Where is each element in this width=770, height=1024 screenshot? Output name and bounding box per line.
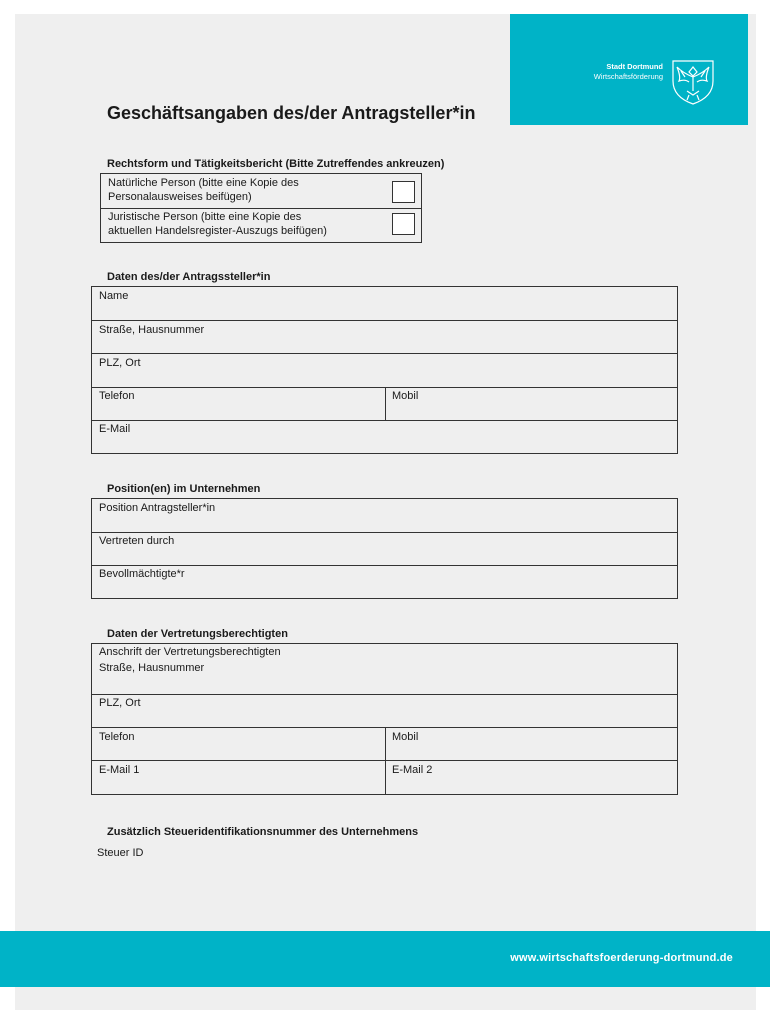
legal-person-label xyxy=(101,210,327,238)
footer-band xyxy=(0,931,770,987)
legal-form-table xyxy=(100,173,422,243)
phone-field[interactable]: Telefon xyxy=(99,390,135,402)
footer-url-link[interactable]: www.wirtschaftsfoerderung-dortmund.de xyxy=(510,952,733,964)
representative-phone-field[interactable]: Telefon xyxy=(99,731,135,743)
representative-email1-field[interactable]: E-Mail 1 xyxy=(99,764,140,776)
row-divider xyxy=(92,565,677,566)
row-divider xyxy=(92,694,677,695)
street-field[interactable]: Straße, Hausnummer xyxy=(99,324,205,336)
brand-subtitle: Wirtschaftsförderung xyxy=(593,72,663,81)
positions-heading: Position(en) im Unternehmen xyxy=(107,483,261,495)
brand-text xyxy=(594,62,663,82)
representative-city-field[interactable]: PLZ, Ort xyxy=(99,697,141,709)
representative-address-label: Anschrift der Vertretungsberechtigten xyxy=(99,646,281,658)
position-field[interactable]: Position Antragsteller*in xyxy=(99,502,216,514)
page-title: Geschäftsangaben des/der Antragsteller*in xyxy=(107,103,476,123)
natural-person-line1: Natürliche Person (bitte eine Kopie des xyxy=(108,177,299,189)
applicant-heading: Daten des/der Antragssteller*in xyxy=(107,271,271,283)
positions-table xyxy=(91,498,678,599)
row-divider xyxy=(92,420,677,421)
mobile-field[interactable]: Mobil xyxy=(392,390,419,402)
form-page xyxy=(15,14,756,1010)
row-divider xyxy=(92,320,677,321)
representative-mobile-field[interactable]: Mobil xyxy=(392,731,419,743)
legal-person-line2: aktuellen Handelsregister-Auszugs beifügen) xyxy=(108,225,327,237)
row-divider xyxy=(92,353,677,354)
email-field[interactable]: E-Mail xyxy=(99,423,131,435)
tax-heading: Zusätzlich Steueridentifikationsnummer des Unternehmens xyxy=(107,826,419,838)
authorized-field[interactable]: Bevollmächtigte*r xyxy=(99,568,185,580)
brand-header xyxy=(510,14,748,125)
eagle-crest-icon xyxy=(667,55,719,107)
brand-name: Stadt Dortmund xyxy=(606,62,663,71)
row-divider xyxy=(92,760,677,761)
representative-street-field[interactable]: Straße, Hausnummer xyxy=(99,662,205,674)
legal-form-heading: Rechtsform und Tätigkeitsbericht (Bitte Zutreffendes ankreuzen) xyxy=(107,158,445,170)
natural-person-label xyxy=(101,176,299,204)
representatives-heading: Daten der Vertretungsberechtigten xyxy=(107,628,288,640)
name-field[interactable]: Name xyxy=(99,290,129,302)
city-field[interactable]: PLZ, Ort xyxy=(99,357,141,369)
tax-id-field[interactable]: Steuer ID xyxy=(97,847,144,859)
row-divider xyxy=(92,532,677,533)
row-divider xyxy=(101,208,421,209)
legal-person-checkbox[interactable] xyxy=(392,213,415,235)
applicant-table xyxy=(91,286,678,454)
representatives-table xyxy=(91,643,678,795)
represented-by-field[interactable]: Vertreten durch xyxy=(99,535,175,547)
representative-email2-field[interactable]: E-Mail 2 xyxy=(392,764,433,776)
natural-person-checkbox[interactable] xyxy=(392,181,415,203)
natural-person-line2: Personalausweises beifügen) xyxy=(108,191,252,203)
legal-person-line1: Juristische Person (bitte eine Kopie des xyxy=(108,211,302,223)
